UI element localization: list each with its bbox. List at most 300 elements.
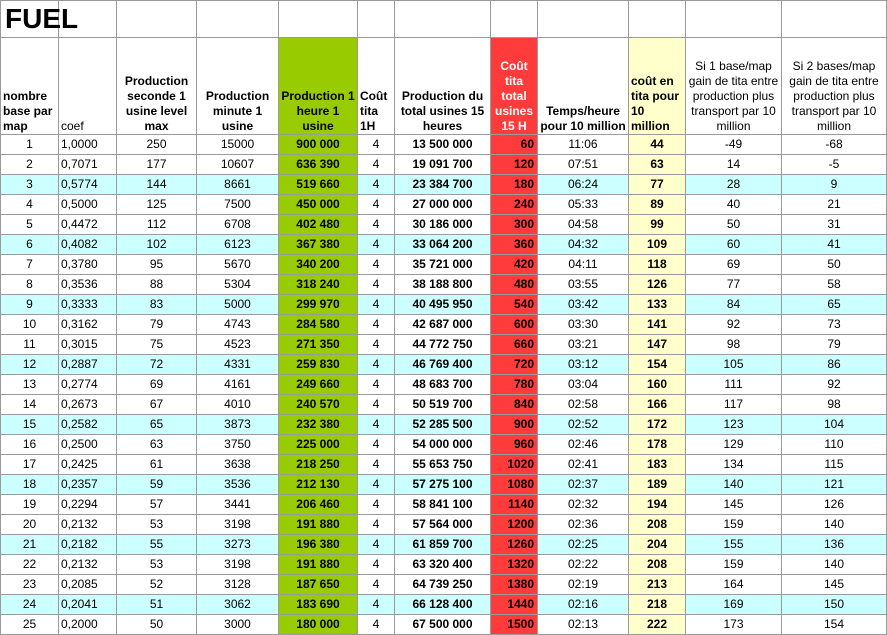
cell-time[interactable]: 05:33: [538, 195, 629, 215]
cell-production-second[interactable]: 61: [117, 455, 197, 475]
cell-bases[interactable]: 24: [1, 595, 59, 615]
cell-cost-1h[interactable]: 4: [358, 395, 395, 415]
empty-cell[interactable]: [358, 1, 395, 38]
cell-production-second[interactable]: 59: [117, 475, 197, 495]
cell-production-total[interactable]: 13 500 000: [395, 135, 491, 155]
cell-gain-2-bases[interactable]: 145: [782, 575, 887, 595]
cell-production-total[interactable]: 64 739 250: [395, 575, 491, 595]
cell-production-minute[interactable]: 3062: [197, 595, 279, 615]
cell-production-total[interactable]: 61 859 700: [395, 535, 491, 555]
cell-production-second[interactable]: 69: [117, 375, 197, 395]
cell-production-second[interactable]: 112: [117, 215, 197, 235]
cell-production-total[interactable]: 52 285 500: [395, 415, 491, 435]
cell-cost-10m[interactable]: 204: [629, 535, 686, 555]
cell-production-second[interactable]: 65: [117, 415, 197, 435]
cell-cost-total[interactable]: 660: [491, 335, 538, 355]
cell-bases[interactable]: 15: [1, 415, 59, 435]
cell-cost-10m[interactable]: 77: [629, 175, 686, 195]
cell-time[interactable]: 02:37: [538, 475, 629, 495]
cell-coef[interactable]: 0,2357: [59, 475, 117, 495]
cell-production-second[interactable]: 75: [117, 335, 197, 355]
header-bases[interactable]: nombre base par map: [1, 38, 59, 135]
cell-production-total[interactable]: 46 769 400: [395, 355, 491, 375]
cell-production-hour[interactable]: 450 000: [279, 195, 358, 215]
empty-cell[interactable]: [197, 1, 279, 38]
cell-cost-total[interactable]: 1140: [491, 495, 538, 515]
cell-cost-1h[interactable]: 4: [358, 155, 395, 175]
cell-cost-10m[interactable]: 160: [629, 375, 686, 395]
cell-cost-10m[interactable]: 172: [629, 415, 686, 435]
cell-production-total[interactable]: 42 687 000: [395, 315, 491, 335]
cell-production-total[interactable]: 58 841 100: [395, 495, 491, 515]
cell-bases[interactable]: 17: [1, 455, 59, 475]
cell-production-minute[interactable]: 3441: [197, 495, 279, 515]
cell-gain-1-base[interactable]: 84: [686, 295, 782, 315]
cell-gain-2-bases[interactable]: 154: [782, 615, 887, 635]
header-cost-total[interactable]: Coût tita total usines 15 H: [491, 38, 538, 135]
cell-time[interactable]: 03:21: [538, 335, 629, 355]
cell-bases[interactable]: 11: [1, 335, 59, 355]
cell-production-total[interactable]: 50 519 700: [395, 395, 491, 415]
cell-time[interactable]: 04:32: [538, 235, 629, 255]
header-production-minute[interactable]: Production minute 1 usine: [197, 38, 279, 135]
header-coef[interactable]: coef: [59, 38, 117, 135]
cell-cost-10m[interactable]: 118: [629, 255, 686, 275]
cell-cost-1h[interactable]: 4: [358, 375, 395, 395]
cell-bases[interactable]: 19: [1, 495, 59, 515]
cell-gain-1-base[interactable]: 140: [686, 475, 782, 495]
empty-cell[interactable]: [629, 1, 686, 38]
cell-production-minute[interactable]: 5000: [197, 295, 279, 315]
cell-production-hour[interactable]: 284 580: [279, 315, 358, 335]
cell-time[interactable]: 03:42: [538, 295, 629, 315]
cell-cost-10m[interactable]: 208: [629, 515, 686, 535]
cell-bases[interactable]: 2: [1, 155, 59, 175]
cell-gain-1-base[interactable]: 77: [686, 275, 782, 295]
cell-cost-1h[interactable]: 4: [358, 575, 395, 595]
cell-production-hour[interactable]: 318 240: [279, 275, 358, 295]
cell-coef[interactable]: 0,7071: [59, 155, 117, 175]
cell-time[interactable]: 04:58: [538, 215, 629, 235]
cell-gain-2-bases[interactable]: 136: [782, 535, 887, 555]
cell-gain-2-bases[interactable]: 92: [782, 375, 887, 395]
cell-production-second[interactable]: 125: [117, 195, 197, 215]
cell-production-minute[interactable]: 3536: [197, 475, 279, 495]
cell-cost-total[interactable]: 180: [491, 175, 538, 195]
cell-production-minute[interactable]: 4523: [197, 335, 279, 355]
cell-production-total[interactable]: 23 384 700: [395, 175, 491, 195]
cell-production-hour[interactable]: 180 000: [279, 615, 358, 635]
cell-cost-1h[interactable]: 4: [358, 235, 395, 255]
cell-gain-1-base[interactable]: 164: [686, 575, 782, 595]
cell-bases[interactable]: 4: [1, 195, 59, 215]
cell-production-total[interactable]: 38 188 800: [395, 275, 491, 295]
cell-production-second[interactable]: 52: [117, 575, 197, 595]
cell-coef[interactable]: 1,0000: [59, 135, 117, 155]
header-gain-2-bases[interactable]: Si 2 bases/map gain de tita entre production plus transport par 10 million: [782, 38, 887, 135]
cell-cost-total[interactable]: 480: [491, 275, 538, 295]
cell-production-second[interactable]: 95: [117, 255, 197, 275]
cell-production-hour[interactable]: 340 200: [279, 255, 358, 275]
cell-cost-1h[interactable]: 4: [358, 455, 395, 475]
cell-production-minute[interactable]: 4331: [197, 355, 279, 375]
cell-coef[interactable]: 0,2887: [59, 355, 117, 375]
cell-bases[interactable]: 8: [1, 275, 59, 295]
cell-cost-total[interactable]: 1200: [491, 515, 538, 535]
cell-cost-10m[interactable]: 109: [629, 235, 686, 255]
cell-gain-2-bases[interactable]: 79: [782, 335, 887, 355]
cell-coef[interactable]: 0,2582: [59, 415, 117, 435]
cell-gain-1-base[interactable]: 173: [686, 615, 782, 635]
cell-coef[interactable]: 0,3536: [59, 275, 117, 295]
cell-time[interactable]: 04:11: [538, 255, 629, 275]
cell-production-hour[interactable]: 191 880: [279, 555, 358, 575]
cell-cost-total[interactable]: 540: [491, 295, 538, 315]
cell-cost-10m[interactable]: 208: [629, 555, 686, 575]
cell-production-second[interactable]: 72: [117, 355, 197, 375]
cell-cost-total[interactable]: 960: [491, 435, 538, 455]
cell-production-second[interactable]: 177: [117, 155, 197, 175]
cell-bases[interactable]: 9: [1, 295, 59, 315]
cell-cost-10m[interactable]: 126: [629, 275, 686, 295]
cell-bases[interactable]: 23: [1, 575, 59, 595]
cell-gain-1-base[interactable]: 117: [686, 395, 782, 415]
cell-gain-1-base[interactable]: 129: [686, 435, 782, 455]
header-time[interactable]: Temps/heure pour 10 million: [538, 38, 629, 135]
cell-coef[interactable]: 0,2000: [59, 615, 117, 635]
cell-time[interactable]: 02:22: [538, 555, 629, 575]
cell-gain-2-bases[interactable]: 41: [782, 235, 887, 255]
cell-bases[interactable]: 16: [1, 435, 59, 455]
cell-production-minute[interactable]: 3198: [197, 515, 279, 535]
cell-cost-total[interactable]: 1260: [491, 535, 538, 555]
cell-cost-1h[interactable]: 4: [358, 195, 395, 215]
cell-production-hour[interactable]: 249 660: [279, 375, 358, 395]
cell-coef[interactable]: 0,2673: [59, 395, 117, 415]
cell-bases[interactable]: 7: [1, 255, 59, 275]
cell-cost-total[interactable]: 900: [491, 415, 538, 435]
cell-gain-2-bases[interactable]: 110: [782, 435, 887, 455]
cell-production-hour[interactable]: 900 000: [279, 135, 358, 155]
cell-coef[interactable]: 0,2085: [59, 575, 117, 595]
cell-cost-total[interactable]: 360: [491, 235, 538, 255]
sheet-title-cell[interactable]: FUEL: [1, 1, 59, 38]
cell-cost-10m[interactable]: 218: [629, 595, 686, 615]
header-production-second[interactable]: Production seconde 1 usine level max: [117, 38, 197, 135]
cell-production-minute[interactable]: 7500: [197, 195, 279, 215]
cell-cost-10m[interactable]: 147: [629, 335, 686, 355]
cell-production-minute[interactable]: 3750: [197, 435, 279, 455]
cell-gain-1-base[interactable]: 92: [686, 315, 782, 335]
cell-gain-1-base[interactable]: 145: [686, 495, 782, 515]
cell-time[interactable]: 02:52: [538, 415, 629, 435]
cell-coef[interactable]: 0,2500: [59, 435, 117, 455]
cell-production-hour[interactable]: 259 830: [279, 355, 358, 375]
empty-cell[interactable]: [782, 1, 887, 38]
cell-production-total[interactable]: 67 500 000: [395, 615, 491, 635]
cell-coef[interactable]: 0,3333: [59, 295, 117, 315]
cell-cost-1h[interactable]: 4: [358, 535, 395, 555]
cell-cost-total[interactable]: 600: [491, 315, 538, 335]
cell-production-minute[interactable]: 3128: [197, 575, 279, 595]
cell-production-minute[interactable]: 3000: [197, 615, 279, 635]
cell-time[interactable]: 02:32: [538, 495, 629, 515]
cell-cost-10m[interactable]: 222: [629, 615, 686, 635]
cell-production-second[interactable]: 67: [117, 395, 197, 415]
cell-coef[interactable]: 0,2425: [59, 455, 117, 475]
cell-gain-2-bases[interactable]: -5: [782, 155, 887, 175]
empty-cell[interactable]: [686, 1, 782, 38]
cell-production-second[interactable]: 88: [117, 275, 197, 295]
cell-gain-2-bases[interactable]: 126: [782, 495, 887, 515]
cell-time[interactable]: 03:12: [538, 355, 629, 375]
cell-coef[interactable]: 0,2182: [59, 535, 117, 555]
cell-gain-1-base[interactable]: 169: [686, 595, 782, 615]
cell-cost-1h[interactable]: 4: [358, 615, 395, 635]
cell-cost-total[interactable]: 1440: [491, 595, 538, 615]
cell-coef[interactable]: 0,3015: [59, 335, 117, 355]
cell-time[interactable]: 07:51: [538, 155, 629, 175]
cell-coef[interactable]: 0,2774: [59, 375, 117, 395]
cell-cost-10m[interactable]: 189: [629, 475, 686, 495]
cell-cost-1h[interactable]: 4: [358, 515, 395, 535]
cell-time[interactable]: 02:58: [538, 395, 629, 415]
cell-production-total[interactable]: 33 064 200: [395, 235, 491, 255]
cell-bases[interactable]: 14: [1, 395, 59, 415]
cell-gain-2-bases[interactable]: 58: [782, 275, 887, 295]
cell-coef[interactable]: 0,4082: [59, 235, 117, 255]
cell-gain-1-base[interactable]: 159: [686, 515, 782, 535]
empty-cell[interactable]: [491, 1, 538, 38]
cell-gain-1-base[interactable]: 40: [686, 195, 782, 215]
cell-production-second[interactable]: 102: [117, 235, 197, 255]
cell-coef[interactable]: 0,4472: [59, 215, 117, 235]
cell-gain-2-bases[interactable]: 9: [782, 175, 887, 195]
cell-gain-2-bases[interactable]: 98: [782, 395, 887, 415]
cell-cost-1h[interactable]: 4: [358, 335, 395, 355]
cell-time[interactable]: 03:30: [538, 315, 629, 335]
cell-production-total[interactable]: 44 772 750: [395, 335, 491, 355]
cell-gain-2-bases[interactable]: 86: [782, 355, 887, 375]
cell-production-second[interactable]: 50: [117, 615, 197, 635]
cell-production-hour[interactable]: 636 390: [279, 155, 358, 175]
cell-cost-total[interactable]: 1380: [491, 575, 538, 595]
cell-production-total[interactable]: 54 000 000: [395, 435, 491, 455]
cell-cost-1h[interactable]: 4: [358, 595, 395, 615]
cell-gain-1-base[interactable]: 111: [686, 375, 782, 395]
cell-coef[interactable]: 0,3162: [59, 315, 117, 335]
cell-production-minute[interactable]: 8661: [197, 175, 279, 195]
cell-time[interactable]: 06:24: [538, 175, 629, 195]
cell-gain-1-base[interactable]: 159: [686, 555, 782, 575]
cell-gain-1-base[interactable]: 60: [686, 235, 782, 255]
cell-gain-1-base[interactable]: 50: [686, 215, 782, 235]
cell-gain-2-bases[interactable]: 150: [782, 595, 887, 615]
cell-cost-total[interactable]: 1020: [491, 455, 538, 475]
cell-gain-2-bases[interactable]: 140: [782, 555, 887, 575]
cell-gain-2-bases[interactable]: 104: [782, 415, 887, 435]
cell-bases[interactable]: 25: [1, 615, 59, 635]
cell-production-total[interactable]: 40 495 950: [395, 295, 491, 315]
cell-time[interactable]: 02:46: [538, 435, 629, 455]
cell-production-hour[interactable]: 232 380: [279, 415, 358, 435]
cell-cost-1h[interactable]: 4: [358, 295, 395, 315]
cell-production-total[interactable]: 27 000 000: [395, 195, 491, 215]
cell-time[interactable]: 03:55: [538, 275, 629, 295]
cell-production-second[interactable]: 79: [117, 315, 197, 335]
cell-bases[interactable]: 20: [1, 515, 59, 535]
cell-cost-total[interactable]: 300: [491, 215, 538, 235]
cell-bases[interactable]: 21: [1, 535, 59, 555]
cell-time[interactable]: 03:04: [538, 375, 629, 395]
cell-production-hour[interactable]: 187 650: [279, 575, 358, 595]
cell-production-minute[interactable]: 3198: [197, 555, 279, 575]
cell-gain-1-base[interactable]: 105: [686, 355, 782, 375]
cell-production-total[interactable]: 66 128 400: [395, 595, 491, 615]
cell-production-second[interactable]: 83: [117, 295, 197, 315]
cell-production-second[interactable]: 55: [117, 535, 197, 555]
cell-production-minute[interactable]: 3638: [197, 455, 279, 475]
header-production-hour[interactable]: Production 1 heure 1 usine: [279, 38, 358, 135]
cell-production-minute[interactable]: 4161: [197, 375, 279, 395]
cell-coef[interactable]: 0,5774: [59, 175, 117, 195]
cell-time[interactable]: 02:16: [538, 595, 629, 615]
cell-production-hour[interactable]: 519 660: [279, 175, 358, 195]
empty-cell[interactable]: [117, 1, 197, 38]
cell-production-minute[interactable]: 6123: [197, 235, 279, 255]
cell-cost-total[interactable]: 420: [491, 255, 538, 275]
cell-bases[interactable]: 5: [1, 215, 59, 235]
cell-production-minute[interactable]: 10607: [197, 155, 279, 175]
cell-production-minute[interactable]: 5304: [197, 275, 279, 295]
cell-bases[interactable]: 18: [1, 475, 59, 495]
cell-bases[interactable]: 10: [1, 315, 59, 335]
cell-time[interactable]: 11:06: [538, 135, 629, 155]
cell-cost-10m[interactable]: 166: [629, 395, 686, 415]
cell-production-second[interactable]: 53: [117, 515, 197, 535]
cell-time[interactable]: 02:19: [538, 575, 629, 595]
header-production-total[interactable]: Production du total usines 15 heures: [395, 38, 491, 135]
empty-cell[interactable]: [395, 1, 491, 38]
cell-production-minute[interactable]: 6708: [197, 215, 279, 235]
cell-production-total[interactable]: 57 564 000: [395, 515, 491, 535]
cell-cost-10m[interactable]: 183: [629, 455, 686, 475]
cell-cost-1h[interactable]: 4: [358, 275, 395, 295]
cell-cost-10m[interactable]: 141: [629, 315, 686, 335]
cell-cost-1h[interactable]: 4: [358, 175, 395, 195]
cell-bases[interactable]: 6: [1, 235, 59, 255]
cell-production-hour[interactable]: 212 130: [279, 475, 358, 495]
cell-production-second[interactable]: 51: [117, 595, 197, 615]
cell-cost-total[interactable]: 1080: [491, 475, 538, 495]
cell-production-minute[interactable]: 3873: [197, 415, 279, 435]
empty-cell[interactable]: [538, 1, 629, 38]
cell-cost-10m[interactable]: 44: [629, 135, 686, 155]
cell-cost-total[interactable]: 120: [491, 155, 538, 175]
cell-cost-1h[interactable]: 4: [358, 215, 395, 235]
cell-production-hour[interactable]: 271 350: [279, 335, 358, 355]
cell-cost-10m[interactable]: 178: [629, 435, 686, 455]
cell-time[interactable]: 02:13: [538, 615, 629, 635]
cell-cost-total[interactable]: 780: [491, 375, 538, 395]
cell-production-minute[interactable]: 15000: [197, 135, 279, 155]
cell-cost-1h[interactable]: 4: [358, 555, 395, 575]
cell-gain-1-base[interactable]: 155: [686, 535, 782, 555]
cell-gain-2-bases[interactable]: 73: [782, 315, 887, 335]
cell-production-total[interactable]: 19 091 700: [395, 155, 491, 175]
cell-time[interactable]: 02:36: [538, 515, 629, 535]
header-gain-1-base[interactable]: Si 1 base/map gain de tita entre production plus transport par 10 million: [686, 38, 782, 135]
cell-production-total[interactable]: 57 275 100: [395, 475, 491, 495]
cell-bases[interactable]: 1: [1, 135, 59, 155]
cell-coef[interactable]: 0,2132: [59, 515, 117, 535]
empty-cell[interactable]: [279, 1, 358, 38]
cell-production-minute[interactable]: 3273: [197, 535, 279, 555]
cell-production-minute[interactable]: 5670: [197, 255, 279, 275]
cell-production-hour[interactable]: 218 250: [279, 455, 358, 475]
cell-cost-total[interactable]: 1500: [491, 615, 538, 635]
cell-cost-10m[interactable]: 194: [629, 495, 686, 515]
cell-cost-total[interactable]: 60: [491, 135, 538, 155]
cell-time[interactable]: 02:25: [538, 535, 629, 555]
cell-cost-1h[interactable]: 4: [358, 135, 395, 155]
cell-production-hour[interactable]: 299 970: [279, 295, 358, 315]
cell-gain-1-base[interactable]: 14: [686, 155, 782, 175]
cell-gain-1-base[interactable]: 98: [686, 335, 782, 355]
cell-production-minute[interactable]: 4743: [197, 315, 279, 335]
cell-production-hour[interactable]: 196 380: [279, 535, 358, 555]
cell-production-hour[interactable]: 183 690: [279, 595, 358, 615]
cell-bases[interactable]: 13: [1, 375, 59, 395]
cell-gain-1-base[interactable]: 69: [686, 255, 782, 275]
cell-gain-2-bases[interactable]: 65: [782, 295, 887, 315]
cell-coef[interactable]: 0,2132: [59, 555, 117, 575]
cell-cost-1h[interactable]: 4: [358, 255, 395, 275]
cell-production-second[interactable]: 144: [117, 175, 197, 195]
header-cost-1h[interactable]: Coût tita 1H: [358, 38, 395, 135]
cell-production-total[interactable]: 30 186 000: [395, 215, 491, 235]
cell-production-hour[interactable]: 191 880: [279, 515, 358, 535]
cell-production-hour[interactable]: 402 480: [279, 215, 358, 235]
cell-production-hour[interactable]: 367 380: [279, 235, 358, 255]
cell-cost-10m[interactable]: 99: [629, 215, 686, 235]
cell-coef[interactable]: 0,5000: [59, 195, 117, 215]
cell-cost-10m[interactable]: 213: [629, 575, 686, 595]
cell-production-hour[interactable]: 225 000: [279, 435, 358, 455]
cell-cost-1h[interactable]: 4: [358, 475, 395, 495]
cell-coef[interactable]: 0,2041: [59, 595, 117, 615]
cell-production-hour[interactable]: 240 570: [279, 395, 358, 415]
cell-cost-total[interactable]: 720: [491, 355, 538, 375]
cell-cost-1h[interactable]: 4: [358, 315, 395, 335]
cell-production-second[interactable]: 63: [117, 435, 197, 455]
cell-gain-2-bases[interactable]: 140: [782, 515, 887, 535]
cell-time[interactable]: 02:41: [538, 455, 629, 475]
cell-production-second[interactable]: 53: [117, 555, 197, 575]
cell-cost-total[interactable]: 840: [491, 395, 538, 415]
cell-gain-2-bases[interactable]: 50: [782, 255, 887, 275]
cell-gain-1-base[interactable]: 134: [686, 455, 782, 475]
cell-cost-10m[interactable]: 89: [629, 195, 686, 215]
cell-production-total[interactable]: 35 721 000: [395, 255, 491, 275]
cell-production-total[interactable]: 55 653 750: [395, 455, 491, 475]
header-cost-10m[interactable]: coût en tita pour 10 million: [629, 38, 686, 135]
cell-production-second[interactable]: 250: [117, 135, 197, 155]
cell-gain-2-bases[interactable]: 31: [782, 215, 887, 235]
cell-gain-2-bases[interactable]: 121: [782, 475, 887, 495]
cell-cost-10m[interactable]: 63: [629, 155, 686, 175]
cell-cost-1h[interactable]: 4: [358, 415, 395, 435]
